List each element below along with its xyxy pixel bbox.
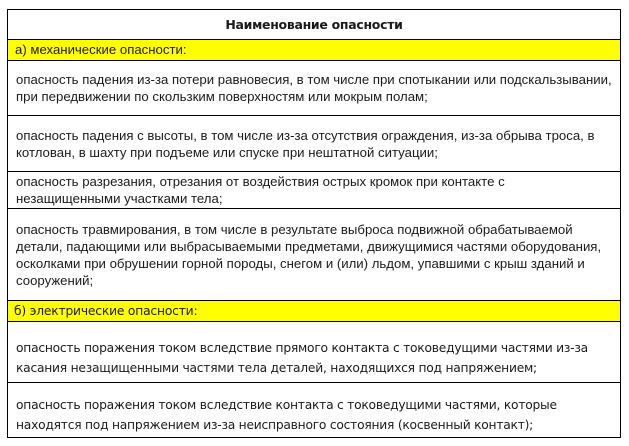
table-row: [8, 383, 620, 438]
hazard-text: опасность разрезания, отрезания от воздействия острых кромок при контакте с незащищенными участками тела;: [16, 174, 505, 206]
table-row: [8, 61, 620, 116]
hazards-table: [7, 9, 621, 438]
hazard-text: опасность травмирования, в том числе в результате выброса подвижной обрабатываемой детали, падающими или выбрасываемыми предметами, движущимися частями оборудования, осколками при обрушении горной породы, снегом и (или) льдом, упавшими с крыш зданий и сооружений;: [16, 221, 602, 288]
table-row: [8, 172, 620, 209]
table-header: [8, 10, 620, 40]
category-row-electrical: [8, 301, 620, 322]
category-label: б) электрические опасности:: [14, 304, 198, 318]
table-row: [8, 322, 620, 383]
category-label: а) механические опасности:: [15, 42, 187, 57]
table-row: [8, 209, 620, 301]
hazard-text: опасность падения с высоты, в том числе из-за отсутствия ограждения, из-за обрыва троса, в котлован, в шахту при подъеме или спуске при нештатной ситуации;: [16, 127, 595, 160]
header-title: Наименование опасности: [225, 17, 403, 32]
hazard-text: опасность поражения током вследствие контакта с токоведущими частями, которые находятся под напряжением из-за неисправного состояния (косвенный контакт);: [16, 398, 557, 432]
hazard-text: опасность поражения током вследствие прямого контакта с токоведущими частями из-за касания незащищенными частями тела деталей, находящихся под напряжением;: [16, 341, 588, 375]
table-row: [8, 116, 620, 172]
category-row-mechanical: [8, 40, 620, 61]
hazard-text: опасность падения из-за потери равновесия, в том числе при спотыкании или подскальзывании, при передвижении по скользким поверхностям или мокрым полам;: [16, 72, 612, 104]
